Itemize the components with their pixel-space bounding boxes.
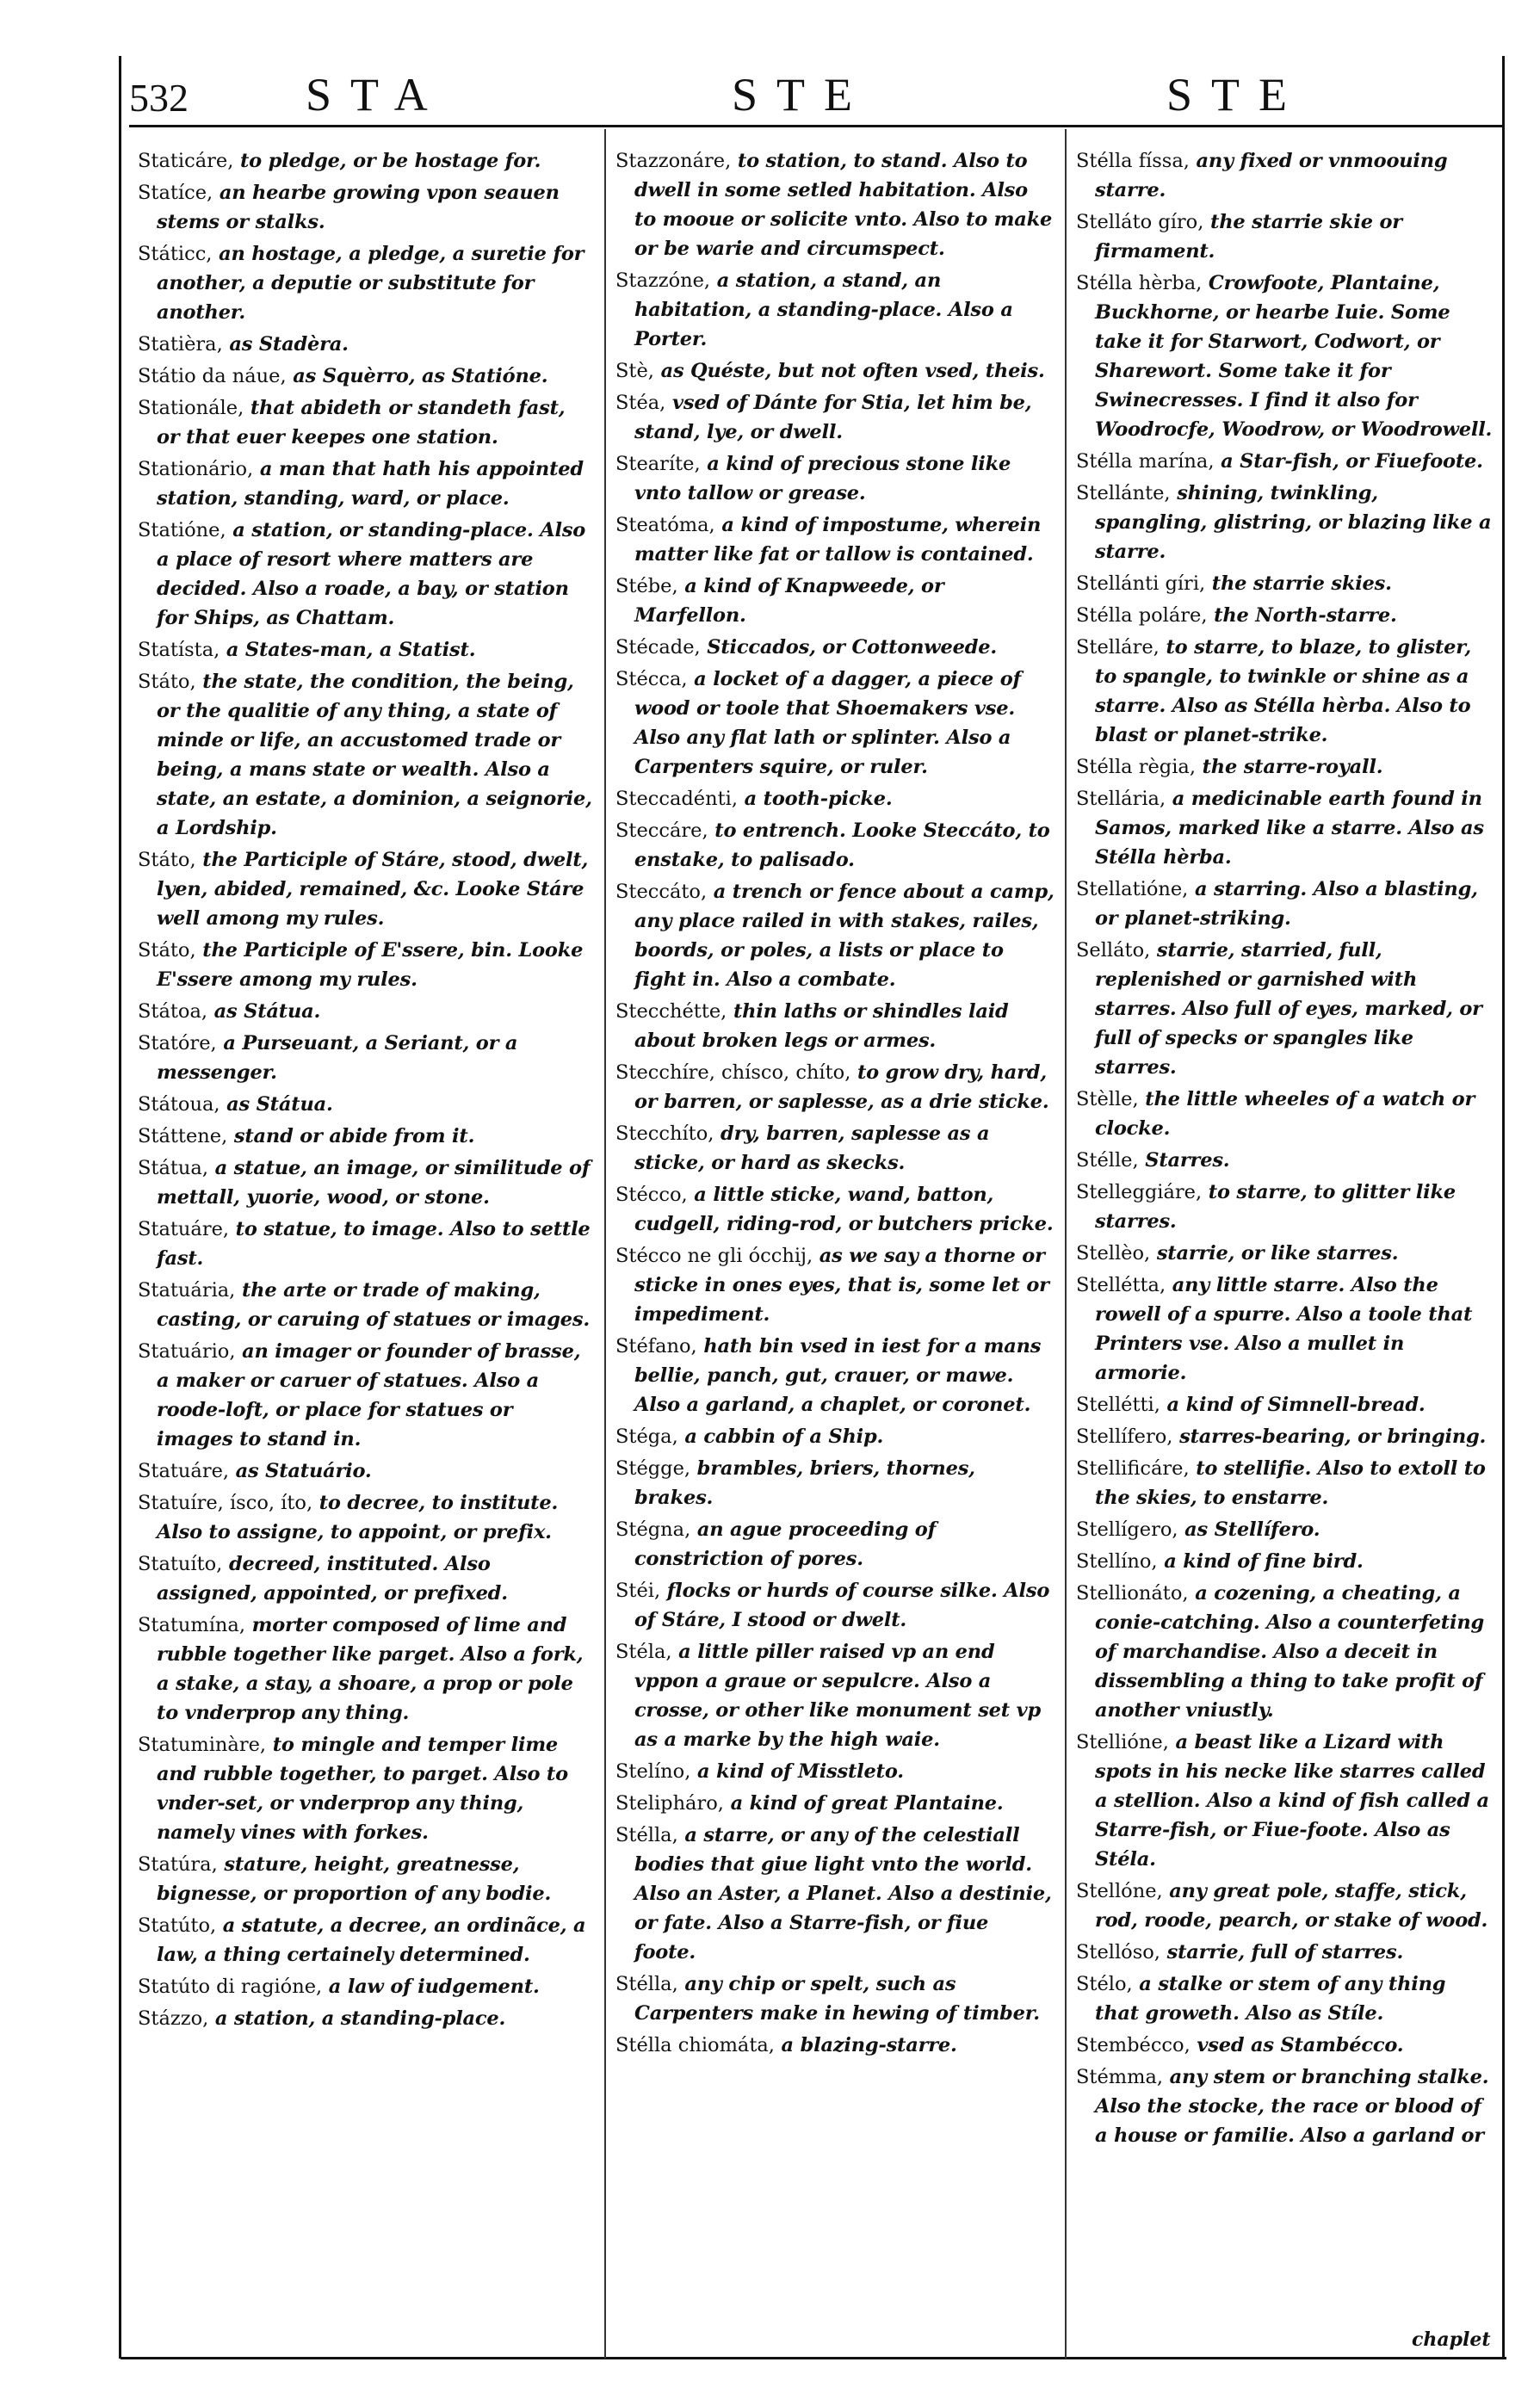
headword: Stélo, — [1076, 1973, 1133, 1995]
dictionary-entry — [1076, 784, 1494, 872]
definition: a trench or fence about a camp, any place railed in with stakes, railes, boords, or poles, a lists or place to fight in. Also a combate. — [634, 881, 1054, 991]
definition: a station, a standing-place. — [208, 2007, 506, 2030]
definition: starrie, or like starres. — [1150, 1242, 1399, 1265]
dictionary-entry — [615, 146, 1054, 263]
definition: the Participle of E'ssere, bin. Looke E'ssere among my rules. — [157, 939, 584, 991]
headword: Statuíto, — [138, 1553, 223, 1575]
headword: Stélle, — [1076, 1149, 1139, 1172]
definition: the starre-royall. — [1195, 756, 1383, 778]
definition: a Purseuant, a Seriant, or a messenger. — [157, 1032, 518, 1084]
definition: stand or abide from it. — [227, 1125, 475, 1147]
definition: an imager or founder of brasse, a maker or caruer of statues. Also a roode-loft, or place for statues or images to stand in. — [157, 1340, 581, 1450]
dictionary-entry — [1076, 1271, 1494, 1388]
dictionary-entry — [615, 997, 1054, 1055]
headword: Stecchíre, chísco, chíto, — [615, 1061, 851, 1084]
definition: a statute, a decree, an ordinãce, a law, a thing certainely determined. — [157, 1914, 586, 1966]
dictionary-entry — [1076, 1390, 1494, 1419]
definition: as Quéste, but not often vsed, theis. — [653, 360, 1045, 382]
dictionary-entry — [138, 455, 594, 513]
definition: any chip or spelt, such as Carpenters make in hewing of timber. — [634, 1973, 1040, 2025]
dictionary-entry — [138, 239, 594, 327]
headword: Statuário, — [138, 1340, 236, 1363]
headword: Stellóso, — [1076, 1941, 1160, 1963]
definition: a starring. Also a blasting, or planet-striking. — [1095, 878, 1478, 930]
headword: Státoua, — [138, 1093, 220, 1116]
headword: Statúra, — [138, 1853, 218, 1876]
definition: as Squèrro, as Statióne. — [286, 365, 548, 387]
catchword: chaplet — [1412, 2328, 1491, 2351]
dictionary-entry — [138, 1122, 594, 1151]
dictionary-entry — [615, 510, 1054, 569]
headword: Stébe, — [615, 575, 678, 597]
headword: Statuminàre, — [138, 1734, 267, 1756]
dictionary-entry — [1076, 1515, 1494, 1544]
definition: the starrie skies. — [1205, 572, 1392, 595]
dictionary-entry — [615, 665, 1054, 782]
headword: Stellíno, — [1076, 1550, 1158, 1573]
headword: Staticáre, — [138, 150, 234, 172]
definition: thin laths or shindles laid about broken legs or armes. — [634, 1000, 1009, 1052]
definition: to entrench. Looke Steccáto, to enstake, to palisado. — [634, 819, 1050, 871]
headword: Statuária, — [138, 1279, 236, 1302]
headword: Stélla poláre, — [1076, 604, 1208, 627]
headword: Stè, — [615, 360, 654, 382]
dictionary-entry — [138, 1488, 594, 1547]
dictionary-entry — [615, 1332, 1054, 1419]
definition: decreed, instituted. Also assigned, appointed, or prefixed. — [157, 1553, 508, 1605]
headword: Státtene, — [138, 1125, 228, 1147]
headword: Statuíre, ísco, íto, — [138, 1492, 313, 1514]
dictionary-entry — [1076, 1239, 1494, 1268]
running-head-middle: STE — [732, 69, 872, 121]
headword: Stellígero, — [1076, 1518, 1178, 1541]
definition: the Participle of Stáre, stood, dwelt, lyen, abided, remained, &c. Looke Stáre well among my rules. — [157, 849, 589, 930]
definition: brambles, briers, thornes, brakes. — [634, 1457, 975, 1509]
definition: any stem or branching stalke. Also the stocke, the race or blood of a house or familie. Also a garland or — [1095, 2066, 1489, 2147]
definition: a man that hath his appointed station, standing, ward, or place. — [157, 458, 584, 510]
dictionary-entry — [1076, 447, 1494, 476]
headword: Stelláto gíro, — [1076, 211, 1204, 233]
dictionary-entry — [615, 1637, 1054, 1754]
dictionary-entry — [138, 1456, 594, 1486]
dictionary-entry — [1076, 1422, 1494, 1451]
definition: a cabbin of a Ship. — [677, 1425, 884, 1448]
definition: as we say a thorne or sticke in ones eyes, that is, some let or impediment. — [634, 1245, 1049, 1326]
headword: Stellífero, — [1076, 1425, 1173, 1448]
headword: Stationário, — [138, 458, 254, 480]
headword: Statúto, — [138, 1914, 217, 1937]
definition: starrie, full of starres. — [1160, 1941, 1404, 1963]
headword: Stecchétte, — [615, 1000, 727, 1023]
headword: Stélla físsa, — [1076, 150, 1190, 172]
headword: Stazzonáre, — [615, 150, 732, 172]
definition: to mingle and temper lime and rubble together, to parget. Also to vnder-set, or vnderprop any thing, namely vines with forkes. — [157, 1734, 568, 1844]
dictionary-entry — [138, 146, 594, 176]
dictionary-entry — [1076, 633, 1494, 750]
headword: Státo, — [138, 671, 196, 693]
dictionary-entry — [138, 1337, 594, 1454]
definition: to starre, to blaze, to glister, to spangle, to twinkle or shine as a starre. Also as Stélla hèrba. Also to blast or planet-strike. — [1095, 636, 1471, 746]
dictionary-entry — [1076, 1728, 1494, 1874]
definition: the starrie skie or firmament. — [1095, 211, 1402, 263]
headword: Statióne, — [138, 519, 226, 541]
dictionary-entry — [615, 784, 1054, 813]
headword: Stégna, — [615, 1518, 691, 1541]
headword: Stellificáre, — [1076, 1457, 1190, 1480]
column-middle — [615, 146, 1054, 2350]
definition: flocks or hurds of course silke. Also of Stáre, I stood or dwelt. — [634, 1580, 1050, 1631]
dictionary-entry — [1076, 1877, 1494, 1935]
dictionary-entry — [1076, 146, 1494, 205]
definition: a kind of fine bird. — [1157, 1550, 1364, 1573]
definition: the state, the condition, the being, or the qualitie of any thing, a state of minde or life, an accustomed trade or being, a mans state or wealth. Also a state, an estate, a dominion, a seignorie, a Lordship. — [157, 671, 592, 839]
dictionary-entry — [138, 1730, 594, 1847]
headword: Stélla marína, — [1076, 450, 1215, 473]
dictionary-entry — [615, 1422, 1054, 1451]
headword: Stécade, — [615, 636, 701, 659]
definition: that abideth or standeth fast, or that euer keepes one station. — [157, 397, 566, 448]
dictionary-entry — [615, 356, 1054, 386]
dictionary-entry — [1076, 1085, 1494, 1143]
dictionary-entry — [1076, 601, 1494, 630]
headword: Stélla chiomáta, — [615, 2034, 775, 2056]
definition: to grow dry, hard, or barren, or saplesse, as a drie sticke. — [634, 1061, 1049, 1113]
headword: Stéi, — [615, 1580, 661, 1602]
headword: Stazzóne, — [615, 269, 711, 292]
dictionary-entry — [615, 449, 1054, 508]
headword: Steatóma, — [615, 514, 715, 536]
definition: hath bin vsed in iest for a mans bellie, panch, gut, crauer, or mawe. Also a garland, a chaplet, or coronet. — [634, 1335, 1042, 1416]
dictionary-entry — [1076, 1547, 1494, 1576]
definition: a Star-fish, or Fiuefoote. — [1214, 450, 1483, 473]
definition: Sticcados, or Cottonweede. — [700, 636, 997, 659]
dictionary-entry — [1076, 1178, 1494, 1236]
dictionary-entry — [138, 936, 594, 994]
dictionary-entry — [138, 997, 594, 1026]
dictionary-entry — [1076, 207, 1494, 266]
definition: morter composed of lime and rubble together like parget. Also a fork, a stake, a stay, a shoare, a prop or pole to vnderprop any thing. — [157, 1614, 584, 1724]
definition: to stellifie. Also to extoll to the skies, to enstarre. — [1095, 1457, 1486, 1509]
headword: Stellèo, — [1076, 1242, 1151, 1265]
headword: Stélla hèrba, — [1076, 272, 1203, 294]
headword: Stégge, — [615, 1457, 691, 1480]
dictionary-entry — [615, 388, 1054, 447]
definition: the little wheeles of a watch or clocke. — [1095, 1088, 1475, 1140]
dictionary-entry — [1076, 269, 1494, 444]
definition: any fixed or vnmoouing starre. — [1095, 150, 1448, 201]
dictionary-entry — [1076, 936, 1494, 1082]
headword: Stèlle, — [1076, 1088, 1139, 1110]
dictionary-entry — [138, 1276, 594, 1334]
definition: Starres. — [1138, 1149, 1230, 1172]
dictionary-entry — [615, 1119, 1054, 1178]
headword: Statuáre, — [138, 1460, 230, 1482]
definition: a locket of a dagger, a piece of wood or toole that Shoemakers vse. Also any flat lath or splinter. Also a Carpenters squire, or ruler. — [634, 668, 1022, 778]
headword: Stelleggiáre, — [1076, 1181, 1203, 1203]
definition: an hearbe growing vpon seauen stems or stalks. — [157, 182, 560, 233]
dictionary-entry — [1076, 875, 1494, 933]
dictionary-entry — [138, 635, 594, 665]
headword: Selláto, — [1076, 939, 1151, 962]
headword: Stéga, — [615, 1425, 678, 1448]
headword: Stationále, — [138, 397, 244, 419]
column-left — [138, 146, 594, 2350]
definition: the arte or trade of making, casting, or caruing of statues or images. — [157, 1279, 591, 1331]
definition: to starre, to glitter like starres. — [1095, 1181, 1456, 1233]
headword: Státio da náue, — [138, 365, 287, 387]
definition: to statue, to image. Also to settle fast. — [157, 1218, 591, 1270]
dictionary-entry — [615, 1454, 1054, 1512]
headword: Stémma, — [1076, 2066, 1164, 2088]
definition: as Státua. — [220, 1093, 333, 1116]
definition: the North-starre. — [1207, 604, 1397, 627]
definition: a stalke or stem of any thing that groweth. Also as Stíle. — [1095, 1973, 1446, 2025]
dictionary-entry — [138, 330, 594, 359]
headword: Stellánte, — [1076, 482, 1171, 504]
headword: Stécco, — [615, 1184, 688, 1206]
definition: to decree, to institute. Also to assigne, to appoint, or prefix. — [157, 1492, 559, 1543]
dictionary-entry — [615, 2031, 1054, 2060]
dictionary-entry — [138, 178, 594, 237]
column-separator — [1065, 129, 1067, 2359]
headword: Steccadénti, — [615, 788, 738, 810]
definition: an hostage, a pledge, a suretie for another, a deputie or substitute for another. — [157, 243, 584, 324]
definition: a law of iudgement. — [322, 1976, 540, 1998]
footer-rule — [121, 2357, 1506, 2359]
definition: stature, height, greatnesse, bignesse, or proportion of any bodie. — [157, 1853, 552, 1905]
right-border-rule — [1502, 56, 1505, 2359]
dictionary-entry — [1076, 1454, 1494, 1512]
column-right — [1076, 146, 1494, 2350]
running-head-right: STE — [1166, 69, 1307, 121]
headword: Státo, — [138, 939, 196, 962]
headword: Stearíte, — [615, 453, 701, 475]
dictionary-entry — [138, 1215, 594, 1273]
headword: Stécca, — [615, 668, 688, 690]
headword: Stécco ne gli ócchij, — [615, 1245, 813, 1267]
headword: Statísta, — [138, 639, 220, 661]
dictionary-entry — [1076, 1938, 1494, 1967]
headword: Stellánti gíri, — [1076, 572, 1206, 595]
headword: Stellionáto, — [1076, 1582, 1189, 1605]
definition: starres-bearing, or bringing. — [1172, 1425, 1487, 1448]
headword: Statièra, — [138, 333, 223, 356]
header-rule — [129, 125, 1502, 127]
headword: Stelláre, — [1076, 636, 1160, 659]
dictionary-entry — [1076, 479, 1494, 566]
dictionary-entry — [615, 1576, 1054, 1635]
definition: a starre, or any of the celestiall bodies that giue light vnto the world. Also an Aster, a Planet. Also a destinie, or fate. Also a Starre-fish, or fiue foote. — [634, 1824, 1052, 1963]
headword: Státua, — [138, 1157, 208, 1179]
headword: Stázzo, — [138, 2007, 209, 2030]
headword: Stecchíto, — [615, 1122, 714, 1145]
dictionary-entry — [138, 2004, 594, 2033]
definition: Crowfoote, Plantaine, Buckhorne, or hearbe Iuie. Some take it for Starwort, Codwort, or Sharewort. Some take it for Swinecresses. I find it also for Woodrocfe, Woodrow, or Woodrowell. — [1095, 272, 1493, 441]
headword: Stélla règia, — [1076, 756, 1196, 778]
headword: Stéfano, — [615, 1335, 697, 1357]
definition: any great pole, staffe, stick, rod, roode, pearch, or stake of wood. — [1095, 1880, 1488, 1932]
definition: a tooth-picke. — [738, 788, 893, 810]
headword: Steccáre, — [615, 819, 708, 842]
dictionary-entry — [615, 816, 1054, 875]
dictionary-entry — [1076, 1146, 1494, 1175]
headword: Statumína, — [138, 1614, 245, 1636]
headword: Stéla, — [615, 1641, 672, 1663]
dictionary-entry — [1076, 1579, 1494, 1725]
dictionary-entry — [615, 1789, 1054, 1818]
definition: as Statuário. — [229, 1460, 372, 1482]
headword: Státicc, — [138, 243, 213, 265]
headword: Statuáre, — [138, 1218, 230, 1240]
definition: a statue, an image, or similitude of mettall, yuorie, wood, or stone. — [157, 1157, 591, 1209]
definition: dry, barren, saplesse as a sticke, or hard as skecks. — [634, 1122, 990, 1174]
headword: Stelipháro, — [615, 1792, 724, 1815]
definition: a blazing-starre. — [774, 2034, 957, 2056]
dictionary-entry — [615, 1515, 1054, 1574]
definition: as Stellífero. — [1178, 1518, 1320, 1541]
headword: Stéa, — [615, 392, 666, 414]
dictionary-entry — [615, 1180, 1054, 1239]
definition: shining, twinkling, spangling, glistring, or blazing like a starre. — [1095, 482, 1492, 563]
definition: a little piller raised vp an end vppon a graue or sepulcre. Also a crosse, or other like monument set vp as a marke by the high waie. — [634, 1641, 1042, 1751]
dictionary-entry — [1076, 1970, 1494, 2028]
definition: to station, to stand. Also to dwell in some setled habitation. Also to mooue or solicite vnto. Also to make or be warie and circumspect. — [634, 150, 1053, 260]
headword: Stellóne, — [1076, 1880, 1163, 1902]
headword: Státoa, — [138, 1000, 208, 1023]
definition: starrie, starried, full, replenished or garnished with starres. Also full of eyes, marked, or full of specks or spangles like starres. — [1095, 939, 1482, 1079]
dictionary-entry — [615, 1058, 1054, 1116]
dictionary-entry — [138, 1549, 594, 1608]
headword: Stembécco, — [1076, 2034, 1191, 2056]
dictionary-entry — [615, 633, 1054, 662]
dictionary-entry — [138, 1029, 594, 1087]
definition: as Stadèra. — [222, 333, 349, 356]
dictionary-entry — [615, 1241, 1054, 1329]
headword: Stélla, — [615, 1824, 678, 1846]
definition: any little starre. Also the rowell of a spurre. Also a toole that Printers vse. Also a mullet in armorie. — [1095, 1274, 1473, 1384]
headword: Statíce, — [138, 182, 213, 204]
definition: vsed as Stambécco. — [1190, 2034, 1404, 2056]
dictionary-entry — [138, 393, 594, 452]
definition: a kind of precious stone like vnto tallow or grease. — [634, 453, 1011, 504]
definition: to pledge, or be hostage for. — [233, 150, 541, 172]
dictionary-entry — [1076, 569, 1494, 598]
definition: a beast like a Lizard with spots in his necke like starres called a stellion. Also a kind of fish called a Starre-fish, or Fiue-foote. Also as Stéla. — [1095, 1731, 1489, 1871]
headword: Stellétta, — [1076, 1274, 1166, 1296]
column-separator — [604, 129, 606, 2359]
definition: a kind of great Plantaine. — [723, 1792, 1004, 1815]
definition: a medicinable earth found in Samos, marked like a starre. Also as Stélla hèrba. — [1095, 788, 1484, 869]
definition: a station, a stand, an habitation, a standing-place. Also a Porter. — [634, 269, 1013, 350]
headword: Státo, — [138, 849, 196, 871]
headword: Stélla, — [615, 1973, 678, 1995]
headword: Statóre, — [138, 1032, 217, 1054]
running-head-left: STA — [306, 69, 447, 121]
dictionary-entry — [1076, 2031, 1494, 2060]
dictionary-entry — [615, 1821, 1054, 1967]
dictionary-entry — [615, 877, 1054, 994]
dictionary-entry — [138, 516, 594, 633]
definition: vsed of Dánte for Stia, let him be, stand, lye, or dwell. — [634, 392, 1032, 443]
dictionary-entry — [138, 667, 594, 843]
definition: as Státua. — [207, 1000, 321, 1023]
headword: Steccáto, — [615, 881, 708, 903]
definition: a little sticke, wand, batton, cudgell, riding-rod, or butchers pricke. — [634, 1184, 1054, 1235]
headword: Statúto di ragióne, — [138, 1976, 323, 1998]
page-number: 532 — [129, 76, 189, 120]
definition: a kind of Misstleto. — [690, 1760, 904, 1783]
definition: an ague proceeding of constriction of pores. — [634, 1518, 937, 1570]
dictionary-entry — [1076, 752, 1494, 782]
definition: a kind of impostume, wherein matter like fat or tallow is contained. — [634, 514, 1042, 566]
definition: a States-man, a Statist. — [220, 639, 476, 661]
dictionary-entry — [615, 1970, 1054, 2028]
definition: a cozening, a cheating, a conie-catching. Also a counterfeting of marchandise. Also a deceit in dissembling a thing to take profit of another vniustly. — [1095, 1582, 1485, 1722]
dictionary-entry — [138, 1153, 594, 1212]
dictionary-entry — [1076, 2062, 1494, 2150]
headword: Stellária, — [1076, 788, 1166, 810]
dictionary-entry — [138, 362, 594, 391]
headword: Stellétti, — [1076, 1394, 1160, 1416]
left-border-rule — [119, 56, 121, 2359]
definition: a kind of Simnell-bread. — [1160, 1394, 1426, 1416]
headword: Stellióne, — [1076, 1731, 1169, 1753]
dictionary-entry — [138, 1911, 594, 1970]
definition: a station, or standing-place. Also a place of resort where matters are decided. Also a roade, a bay, or station for Ships, as Chattam. — [157, 519, 586, 629]
dictionary-entry — [138, 845, 594, 933]
dictionary-entry — [615, 266, 1054, 354]
dictionary-entry — [615, 572, 1054, 630]
headword: Stelíno, — [615, 1760, 691, 1783]
dictionary-entry — [615, 1757, 1054, 1786]
dictionary-entry — [138, 1611, 594, 1728]
headword: Stellatióne, — [1076, 878, 1189, 900]
dictionary-entry — [138, 1090, 594, 1119]
dictionary-entry — [138, 1850, 594, 1908]
definition: a kind of Knapweede, or Marfellon. — [634, 575, 944, 627]
dictionary-entry — [138, 1972, 594, 2001]
